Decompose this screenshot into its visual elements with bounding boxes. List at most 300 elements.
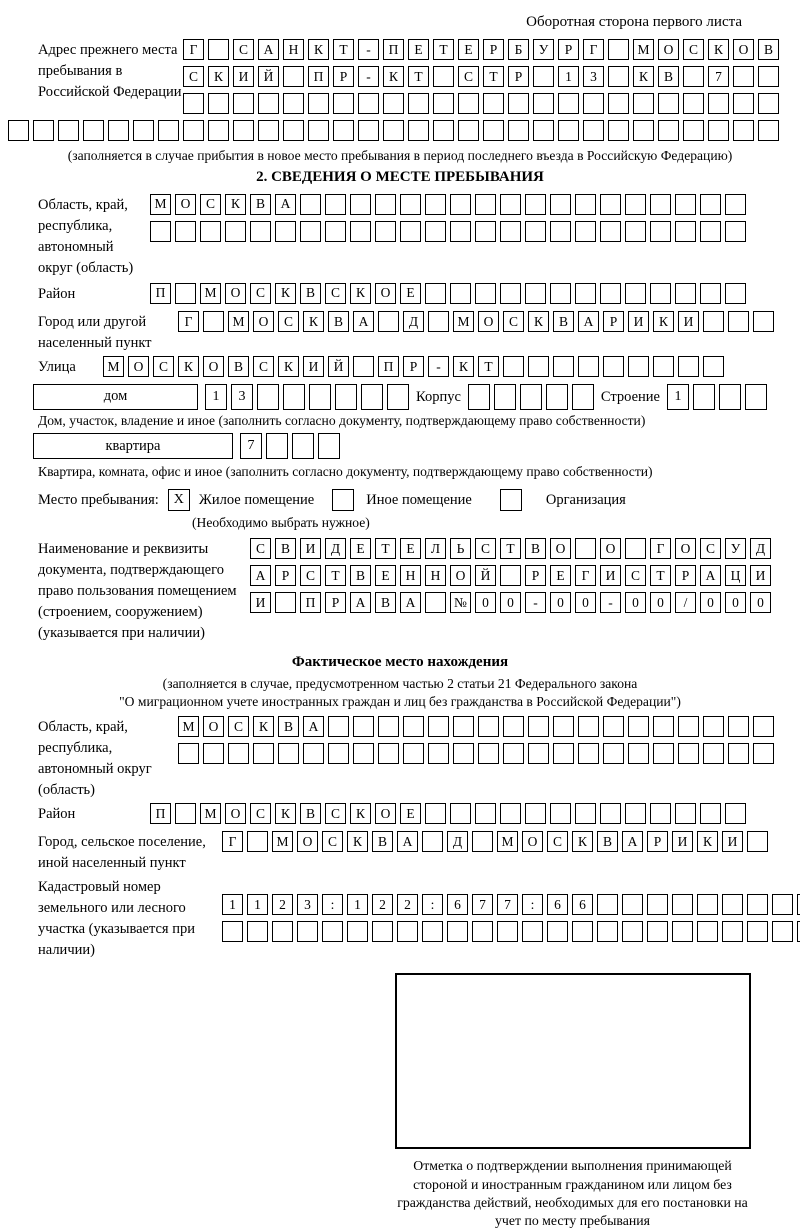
char-cell bbox=[283, 66, 304, 87]
actual-city-label: Город, сельское поселение, иной населенный пункт bbox=[38, 834, 206, 872]
char-cell bbox=[450, 803, 471, 824]
char-cell: С bbox=[547, 831, 568, 852]
char-cell bbox=[703, 743, 724, 764]
char-cell: К bbox=[528, 311, 549, 332]
char-cell bbox=[550, 803, 571, 824]
char-cell bbox=[522, 921, 543, 942]
char-cell bbox=[458, 93, 479, 114]
char-cell: В bbox=[328, 311, 349, 332]
char-cell bbox=[83, 120, 104, 141]
char-cell bbox=[708, 93, 729, 114]
confirmation-stamp-box bbox=[395, 973, 751, 1149]
char-cell: 3 bbox=[583, 66, 604, 87]
char-cell bbox=[494, 384, 516, 410]
char-cell: О bbox=[600, 538, 621, 559]
page-side-note: Оборотная сторона первого листа bbox=[526, 14, 742, 30]
char-cell bbox=[500, 565, 521, 586]
char-cell: М bbox=[200, 803, 221, 824]
char-cell bbox=[500, 194, 521, 215]
char-cell: В bbox=[300, 803, 321, 824]
char-cell bbox=[428, 716, 449, 737]
char-cell: К bbox=[383, 66, 404, 87]
char-cell bbox=[266, 433, 288, 459]
char-cell: 0 bbox=[500, 592, 521, 613]
actual-region-label: Область, край, республика, автономный округ (область) bbox=[38, 719, 152, 799]
char-cell bbox=[733, 120, 754, 141]
char-cell bbox=[353, 716, 374, 737]
char-cell bbox=[347, 921, 368, 942]
actual-region-row-1 bbox=[178, 716, 774, 737]
document-label: Наименование и реквизиты документа, подтверждающего право пользования помещением (строением, сооружением) (указывается при наличии) bbox=[38, 540, 237, 641]
prev-address-block bbox=[38, 39, 800, 114]
actual-region-row-2 bbox=[178, 743, 774, 764]
char-cell: К bbox=[653, 311, 674, 332]
char-cell bbox=[528, 743, 549, 764]
char-cell bbox=[578, 716, 599, 737]
char-cell bbox=[257, 384, 279, 410]
char-cell: С bbox=[325, 283, 346, 304]
char-cell bbox=[575, 283, 596, 304]
char-cell bbox=[425, 283, 446, 304]
residence-type-note: (Необходимо выбрать нужное) bbox=[192, 515, 370, 531]
char-cell bbox=[328, 743, 349, 764]
actual-location-note-1: (заполняется в случае, предусмотренном частью 2 статьи 21 Федерального закона bbox=[162, 675, 638, 691]
char-cell bbox=[387, 384, 409, 410]
char-cell bbox=[333, 120, 354, 141]
char-cell bbox=[758, 66, 779, 87]
char-cell: - bbox=[358, 66, 379, 87]
char-cell bbox=[483, 93, 504, 114]
char-cell bbox=[650, 221, 671, 242]
char-cell: С bbox=[278, 311, 299, 332]
house-row bbox=[33, 384, 800, 410]
char-cell bbox=[747, 831, 768, 852]
char-cell bbox=[650, 283, 671, 304]
char-cell bbox=[478, 743, 499, 764]
char-cell bbox=[375, 194, 396, 215]
char-cell bbox=[533, 66, 554, 87]
char-cell bbox=[628, 716, 649, 737]
char-cell bbox=[278, 743, 299, 764]
char-cell: М bbox=[178, 716, 199, 737]
char-cell bbox=[378, 743, 399, 764]
char-cell bbox=[478, 716, 499, 737]
street-row bbox=[103, 356, 724, 377]
char-cell bbox=[233, 120, 254, 141]
char-cell: : bbox=[322, 894, 343, 915]
char-cell bbox=[375, 221, 396, 242]
char-cell: К bbox=[697, 831, 718, 852]
char-cell bbox=[546, 384, 568, 410]
char-cell bbox=[183, 120, 204, 141]
cadastral-row-2 bbox=[222, 921, 800, 942]
char-cell: 6 bbox=[447, 894, 468, 915]
char-cell bbox=[247, 921, 268, 942]
char-cell: П bbox=[308, 66, 329, 87]
char-cell: К bbox=[308, 39, 329, 60]
char-cell: А bbox=[350, 592, 371, 613]
actual-district-row bbox=[150, 803, 746, 824]
char-cell bbox=[158, 120, 179, 141]
char-cell: С bbox=[253, 356, 274, 377]
char-cell: Т bbox=[483, 66, 504, 87]
char-cell: П bbox=[383, 39, 404, 60]
char-cell: С bbox=[325, 803, 346, 824]
apartment-box-label: квартира bbox=[33, 433, 233, 459]
char-cell bbox=[528, 716, 549, 737]
char-cell: 7 bbox=[708, 66, 729, 87]
char-cell: Г bbox=[650, 538, 671, 559]
char-cell bbox=[108, 120, 129, 141]
char-cell bbox=[328, 716, 349, 737]
char-cell bbox=[383, 120, 404, 141]
char-cell: С bbox=[250, 803, 271, 824]
char-cell bbox=[708, 120, 729, 141]
char-cell: А bbox=[250, 565, 271, 586]
char-cell bbox=[578, 743, 599, 764]
char-cell: Е bbox=[400, 803, 421, 824]
char-cell: А bbox=[258, 39, 279, 60]
char-cell bbox=[292, 433, 314, 459]
char-cell: Ц bbox=[725, 565, 746, 586]
char-cell: Н bbox=[283, 39, 304, 60]
document-grid bbox=[250, 538, 771, 613]
organization-option-label: Организация bbox=[545, 491, 626, 508]
char-cell: Г bbox=[583, 39, 604, 60]
char-cell: И bbox=[672, 831, 693, 852]
char-cell: Г bbox=[183, 39, 204, 60]
char-cell: 0 bbox=[750, 592, 771, 613]
organization-checkbox bbox=[500, 489, 522, 511]
char-cell bbox=[253, 743, 274, 764]
char-cell bbox=[472, 831, 493, 852]
cadastral-grid bbox=[222, 894, 800, 942]
char-cell: - bbox=[525, 592, 546, 613]
char-cell: И bbox=[628, 311, 649, 332]
region-row-1 bbox=[150, 194, 746, 215]
char-cell bbox=[325, 221, 346, 242]
char-cell bbox=[372, 921, 393, 942]
char-cell bbox=[753, 311, 774, 332]
char-cell: К bbox=[278, 356, 299, 377]
char-cell: О bbox=[375, 803, 396, 824]
char-cell: Е bbox=[458, 39, 479, 60]
char-cell bbox=[208, 39, 229, 60]
char-cell: Т bbox=[650, 565, 671, 586]
char-cell bbox=[300, 221, 321, 242]
char-cell: А bbox=[578, 311, 599, 332]
char-cell: О bbox=[478, 311, 499, 332]
char-cell: А bbox=[400, 592, 421, 613]
char-cell: С bbox=[475, 538, 496, 559]
char-cell bbox=[175, 221, 196, 242]
char-cell bbox=[225, 221, 246, 242]
char-cell bbox=[300, 194, 321, 215]
char-cell bbox=[422, 921, 443, 942]
char-cell bbox=[747, 921, 768, 942]
char-cell bbox=[697, 921, 718, 942]
char-cell bbox=[647, 921, 668, 942]
char-cell bbox=[503, 716, 524, 737]
char-cell: Л bbox=[425, 538, 446, 559]
char-cell: О bbox=[203, 716, 224, 737]
char-cell: С bbox=[458, 66, 479, 87]
char-cell bbox=[500, 221, 521, 242]
char-cell bbox=[700, 283, 721, 304]
char-cell bbox=[575, 194, 596, 215]
char-cell: С bbox=[300, 565, 321, 586]
char-cell: В bbox=[758, 39, 779, 60]
apartment-note: Квартира, комната, офис и иное (заполнить согласно документу, подтверждающему право собственности) bbox=[38, 464, 653, 480]
district-block bbox=[38, 283, 800, 305]
char-cell: 1 bbox=[347, 894, 368, 915]
char-cell: Д bbox=[750, 538, 771, 559]
char-cell bbox=[383, 93, 404, 114]
char-cell: И bbox=[250, 592, 271, 613]
char-cell: Т bbox=[478, 356, 499, 377]
char-cell: И bbox=[722, 831, 743, 852]
char-cell: В bbox=[228, 356, 249, 377]
char-cell: С bbox=[503, 311, 524, 332]
char-cell bbox=[758, 120, 779, 141]
char-cell: И bbox=[300, 538, 321, 559]
char-cell: М bbox=[103, 356, 124, 377]
char-cell bbox=[475, 194, 496, 215]
char-cell bbox=[500, 803, 521, 824]
char-cell bbox=[247, 831, 268, 852]
char-cell bbox=[625, 221, 646, 242]
char-cell bbox=[650, 803, 671, 824]
char-cell: Р bbox=[603, 311, 624, 332]
char-cell: - bbox=[358, 39, 379, 60]
region-grid bbox=[150, 194, 746, 242]
char-cell bbox=[753, 743, 774, 764]
char-cell bbox=[608, 66, 629, 87]
char-cell bbox=[625, 538, 646, 559]
prev-address-row-3 bbox=[183, 93, 779, 114]
char-cell bbox=[725, 194, 746, 215]
char-cell bbox=[250, 221, 271, 242]
char-cell: 1 bbox=[222, 894, 243, 915]
char-cell bbox=[700, 221, 721, 242]
char-cell bbox=[318, 433, 340, 459]
char-cell bbox=[733, 93, 754, 114]
char-cell: У bbox=[725, 538, 746, 559]
char-cell bbox=[358, 93, 379, 114]
char-cell bbox=[228, 743, 249, 764]
char-cell bbox=[672, 894, 693, 915]
prev-address-note: (заполняется в случае прибытия в новое место пребывания в период последнего въезда в Российскую Федерацию) bbox=[67, 148, 733, 163]
char-cell bbox=[58, 120, 79, 141]
actual-location-note-2: "О миграционном учете иностранных граждан и лиц без гражданства в Российской Федерации") bbox=[119, 693, 681, 709]
char-cell bbox=[133, 120, 154, 141]
char-cell bbox=[572, 384, 594, 410]
char-cell bbox=[400, 194, 421, 215]
char-cell: Р bbox=[508, 66, 529, 87]
char-cell: : bbox=[422, 894, 443, 915]
char-cell bbox=[428, 743, 449, 764]
char-cell: 3 bbox=[231, 384, 253, 410]
char-cell: В bbox=[300, 283, 321, 304]
char-cell bbox=[472, 921, 493, 942]
char-cell bbox=[33, 120, 54, 141]
char-cell: 0 bbox=[550, 592, 571, 613]
char-cell bbox=[297, 921, 318, 942]
char-cell bbox=[575, 221, 596, 242]
char-cell bbox=[308, 120, 329, 141]
char-cell bbox=[350, 221, 371, 242]
char-cell bbox=[533, 93, 554, 114]
char-cell: Т bbox=[433, 39, 454, 60]
char-cell: Д bbox=[447, 831, 468, 852]
char-cell bbox=[683, 66, 704, 87]
char-cell: Н bbox=[400, 565, 421, 586]
stroenie-label: Строение bbox=[600, 388, 660, 405]
char-cell bbox=[678, 743, 699, 764]
char-cell bbox=[675, 283, 696, 304]
char-cell: 6 bbox=[572, 894, 593, 915]
char-cell bbox=[719, 384, 741, 410]
char-cell: Т bbox=[500, 538, 521, 559]
char-cell: И bbox=[233, 66, 254, 87]
char-cell bbox=[309, 384, 331, 410]
city-row bbox=[178, 311, 774, 332]
char-cell bbox=[433, 93, 454, 114]
char-cell bbox=[458, 120, 479, 141]
char-cell: М bbox=[497, 831, 518, 852]
char-cell bbox=[533, 120, 554, 141]
char-cell bbox=[672, 921, 693, 942]
char-cell bbox=[450, 221, 471, 242]
char-cell bbox=[675, 803, 696, 824]
char-cell: О bbox=[203, 356, 224, 377]
char-cell bbox=[503, 743, 524, 764]
char-cell: 2 bbox=[272, 894, 293, 915]
char-cell bbox=[553, 356, 574, 377]
char-cell bbox=[553, 743, 574, 764]
char-cell bbox=[353, 356, 374, 377]
house-number-cells bbox=[205, 384, 409, 410]
char-cell: А bbox=[303, 716, 324, 737]
residential-checkbox: X bbox=[168, 489, 190, 511]
char-cell bbox=[625, 283, 646, 304]
char-cell: 0 bbox=[625, 592, 646, 613]
char-cell: Е bbox=[350, 538, 371, 559]
char-cell: Е bbox=[550, 565, 571, 586]
char-cell: Т bbox=[333, 39, 354, 60]
char-cell bbox=[208, 120, 229, 141]
char-cell bbox=[700, 194, 721, 215]
char-cell: В bbox=[250, 194, 271, 215]
char-cell: О bbox=[225, 283, 246, 304]
char-cell bbox=[722, 894, 743, 915]
char-cell: А bbox=[397, 831, 418, 852]
char-cell: Р bbox=[275, 565, 296, 586]
char-cell bbox=[725, 283, 746, 304]
char-cell bbox=[728, 716, 749, 737]
actual-city-block bbox=[38, 831, 800, 874]
char-cell: С bbox=[700, 538, 721, 559]
char-cell bbox=[725, 221, 746, 242]
char-cell: О bbox=[522, 831, 543, 852]
char-cell bbox=[361, 384, 383, 410]
char-cell: 3 bbox=[297, 894, 318, 915]
char-cell: М bbox=[228, 311, 249, 332]
char-cell bbox=[658, 120, 679, 141]
char-cell bbox=[633, 120, 654, 141]
region-row-2 bbox=[150, 221, 746, 242]
char-cell bbox=[500, 283, 521, 304]
char-cell bbox=[303, 743, 324, 764]
char-cell: Р bbox=[333, 66, 354, 87]
char-cell: Р bbox=[647, 831, 668, 852]
char-cell bbox=[675, 221, 696, 242]
char-cell bbox=[603, 716, 624, 737]
char-cell: О bbox=[658, 39, 679, 60]
char-cell bbox=[558, 120, 579, 141]
char-cell bbox=[183, 93, 204, 114]
char-cell: У bbox=[533, 39, 554, 60]
char-cell bbox=[450, 283, 471, 304]
char-cell: В bbox=[553, 311, 574, 332]
document-row-2 bbox=[250, 565, 771, 586]
prev-address-grid bbox=[183, 39, 779, 114]
char-cell bbox=[403, 716, 424, 737]
residential-option-label: Жилое помещение bbox=[198, 491, 315, 508]
char-cell bbox=[275, 221, 296, 242]
char-cell: К bbox=[253, 716, 274, 737]
cadastral-block bbox=[38, 876, 800, 961]
char-cell: И bbox=[600, 565, 621, 586]
char-cell bbox=[8, 120, 29, 141]
char-cell bbox=[203, 311, 224, 332]
char-cell: П bbox=[150, 803, 171, 824]
char-cell bbox=[693, 384, 715, 410]
char-cell: О bbox=[225, 803, 246, 824]
char-cell bbox=[547, 921, 568, 942]
street-label: Улица bbox=[38, 358, 76, 375]
char-cell bbox=[408, 93, 429, 114]
korpus-label: Корпус bbox=[416, 388, 461, 405]
char-cell bbox=[483, 120, 504, 141]
char-cell: С bbox=[233, 39, 254, 60]
char-cell bbox=[583, 120, 604, 141]
char-cell: П bbox=[150, 283, 171, 304]
char-cell: Н bbox=[425, 565, 446, 586]
char-cell: К bbox=[708, 39, 729, 60]
actual-city-row bbox=[222, 831, 768, 852]
char-cell: 0 bbox=[475, 592, 496, 613]
char-cell: / bbox=[675, 592, 696, 613]
char-cell bbox=[603, 356, 624, 377]
char-cell: Р bbox=[403, 356, 424, 377]
char-cell bbox=[503, 356, 524, 377]
char-cell bbox=[745, 384, 767, 410]
char-cell: А bbox=[622, 831, 643, 852]
char-cell bbox=[550, 194, 571, 215]
char-cell: М bbox=[150, 194, 171, 215]
actual-district-block bbox=[38, 803, 800, 825]
char-cell bbox=[622, 894, 643, 915]
char-cell: О bbox=[375, 283, 396, 304]
char-cell bbox=[447, 921, 468, 942]
char-cell: М bbox=[633, 39, 654, 60]
char-cell: С bbox=[250, 538, 271, 559]
char-cell: Й bbox=[258, 66, 279, 87]
char-cell bbox=[350, 194, 371, 215]
char-cell: К bbox=[350, 803, 371, 824]
char-cell: К bbox=[572, 831, 593, 852]
